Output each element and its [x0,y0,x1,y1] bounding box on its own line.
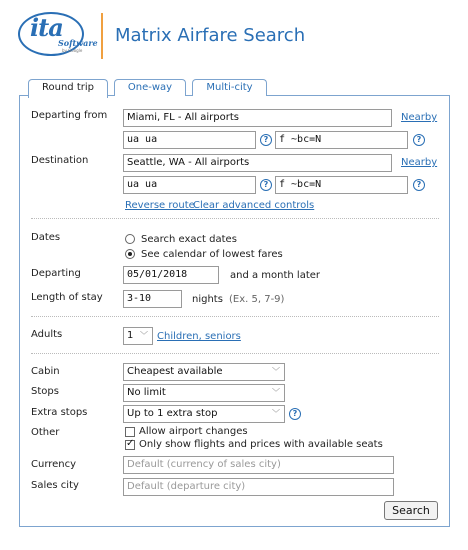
allow-airport-changes-checkbox[interactable] [125,427,135,437]
stops-select[interactable] [123,384,285,402]
currency-input[interactable]: Default (currency of sales city) [123,456,394,474]
extra-stops-value: Up to 1 extra stop [127,408,218,419]
section-divider [31,218,439,219]
question-circle-icon[interactable]: ? [260,134,272,146]
extra-stops-select[interactable] [123,405,285,423]
destination-routing-input[interactable]: f ~bc=N [275,176,408,194]
departing-suffix: and a month later [230,270,321,281]
length-of-stay-hint: (Ex. 5, 7-9) [229,294,285,305]
destination-nearby-link[interactable]: Nearby [401,157,438,168]
calendar-lowest-fares-radio[interactable] [125,249,135,259]
departing-label: Departing [31,268,81,279]
adults-value: 1 [127,330,134,341]
destination-carrier-input[interactable]: ua ua [123,176,256,194]
origin-airport-input[interactable]: Miami, FL - All airports [123,109,392,127]
origin-nearby-link[interactable]: Nearby [401,112,438,123]
length-of-stay-label: Length of stay [31,292,103,303]
stops-value: No limit [127,387,166,398]
section-divider [31,316,439,317]
only-available-seats-label: Only show flights and prices with available seats [139,439,383,450]
ita-logo-google: by Google [62,48,83,53]
currency-label: Currency [31,459,77,470]
allow-airport-changes-label: Allow airport changes [139,426,248,437]
tab-round-trip[interactable]: Round trip [28,79,108,98]
clear-advanced-controls-link[interactable]: Clear advanced controls [193,200,315,211]
section-divider [31,353,439,354]
question-circle-icon[interactable]: ? [289,408,301,420]
nights-label: nights [192,294,223,305]
only-available-seats-checkbox[interactable] [125,440,135,450]
ita-logo-software: Software [58,38,98,48]
extra-stops-label: Extra stops [31,407,88,418]
question-circle-icon[interactable]: ? [413,134,425,146]
destination-airport-input[interactable]: Seattle, WA - All airports [123,154,392,172]
ita-logo-text: ita [30,13,63,42]
cabin-value: Cheapest available [127,366,223,377]
sales-city-input[interactable]: Default (departure city) [123,478,394,496]
search-exact-dates-radio[interactable] [125,234,135,244]
search-button[interactable]: Search [384,501,438,520]
cabin-label: Cabin [31,366,60,377]
question-circle-icon[interactable]: ? [260,179,272,191]
question-circle-icon[interactable]: ? [413,179,425,191]
destination-label: Destination [31,155,89,166]
other-label: Other [31,427,60,438]
origin-routing-input[interactable]: f ~bc=N [275,131,408,149]
header-divider [101,13,103,59]
length-of-stay-input[interactable]: 3-10 [123,290,182,308]
chevron-down-icon: ﹀ [140,331,148,340]
reverse-route-link[interactable]: Reverse route [125,200,195,211]
tab-multi-city[interactable]: Multi-city [192,79,267,96]
stops-label: Stops [31,386,59,397]
adults-label: Adults [31,329,63,340]
app-title: Matrix Airfare Search [115,25,306,46]
dates-label: Dates [31,232,61,243]
chevron-down-icon: ﹀ [272,367,280,376]
adults-select[interactable] [123,327,153,345]
departing-from-label: Departing from [31,110,108,121]
calendar-lowest-fares-label: See calendar of lowest fares [141,249,283,260]
sales-city-label: Sales city [31,480,79,491]
children-seniors-link[interactable]: Children, seniors [157,331,241,342]
chevron-down-icon: ﹀ [272,388,280,397]
cabin-select[interactable] [123,363,285,381]
search-exact-dates-label: Search exact dates [141,234,237,245]
origin-carrier-input[interactable]: ua ua [123,131,256,149]
tab-one-way[interactable]: One-way [114,79,186,96]
chevron-down-icon: ﹀ [272,409,280,418]
departing-date-input[interactable]: 05/01/2018 [123,266,219,284]
